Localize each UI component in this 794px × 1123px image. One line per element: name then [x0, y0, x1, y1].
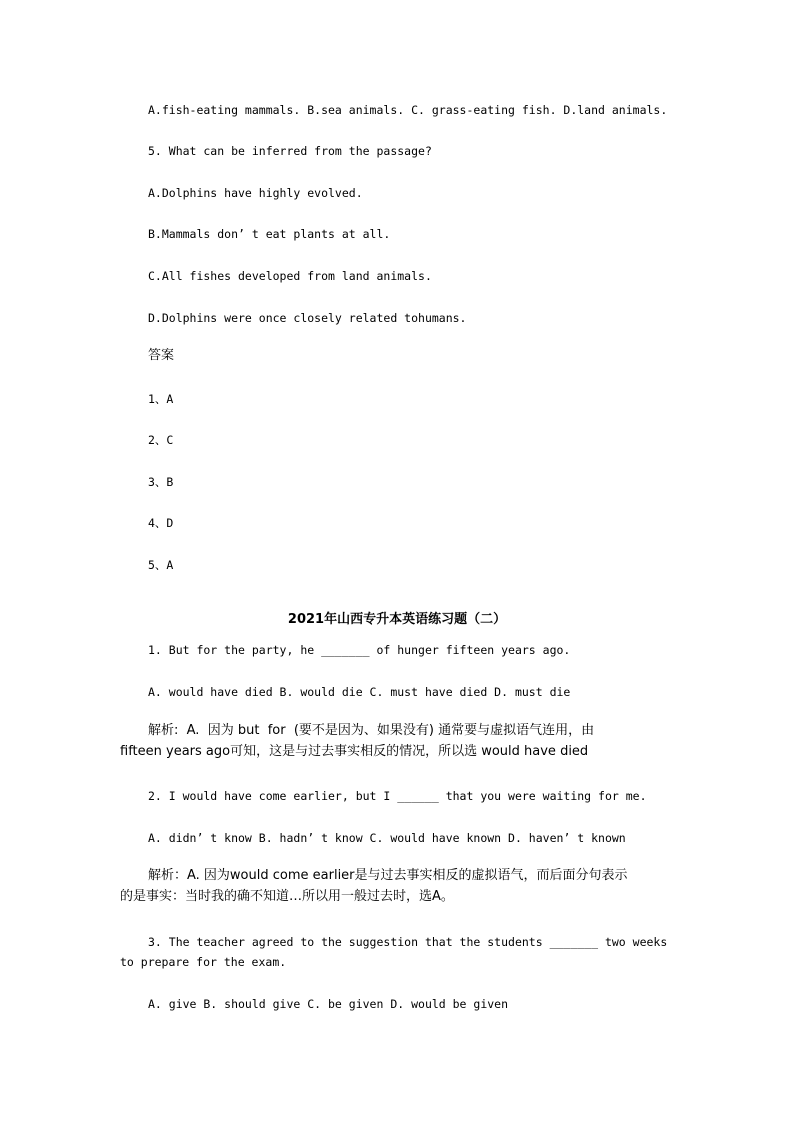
q4-options: A.fish-eating mammals. B.sea animals. C. grass-eating fish. D.land animals.	[148, 103, 668, 117]
q5-option-a: A.Dolphins have highly evolved.	[148, 186, 363, 200]
exercise-2-analysis-line1: 解析：A. 因为would come earlier是与过去事实相反的虚拟语气，而后面分句表示	[148, 868, 628, 883]
answer-item: 5、A	[148, 558, 174, 572]
q5-option-c: C.All fishes developed from land animals.	[148, 269, 432, 283]
answer-item: 1、A	[148, 392, 174, 406]
answer-item: 4、D	[148, 516, 174, 530]
exercise-1-analysis-line2: fifteen years ago可知，这是与过去事实相反的情况，所以选 would have died	[120, 744, 589, 759]
exercise-3-question-line2: to prepare for the exam.	[120, 955, 287, 969]
exercise-1-question: 1. But for the party, he _______ of hunger fifteen years ago.	[148, 643, 571, 657]
exercise-1-options: A. would have died B. would die C. must have died D. must die	[148, 685, 571, 699]
answer-item: 3、B	[148, 475, 174, 489]
exercise-3-options: A. give B. should give C. be given D. would be given	[148, 997, 509, 1011]
q5-option-b: B.Mammals don’ t eat plants at all.	[148, 227, 391, 241]
exercise-3-question-line1: 3. The teacher agreed to the suggestion that the students _______ two weeks	[148, 935, 668, 949]
exercise-2-analysis-line2: 的是事实：当时我的确不知道…所以用一般过去时，选A。	[120, 889, 454, 904]
exercise-2-options: A. didn’ t know B. hadn’ t know C. would have known D. haven’ t known	[148, 831, 626, 845]
answer-item: 2、C	[148, 433, 174, 447]
q5-option-d: D.Dolphins were once closely related tohumans.	[148, 311, 467, 325]
section-title: 2021年山西专升本英语练习题（二）	[287, 612, 507, 627]
exercise-1-analysis-line1: 解析: A. 因为 but for (要不是因为、如果没有) 通常要与虚拟语气连用，由	[148, 723, 595, 738]
exercise-2-question: 2. I would have come earlier, but I ______ that you were waiting for me.	[148, 789, 647, 803]
answers-heading: 答案	[148, 348, 175, 363]
q5-question: 5. What can be inferred from the passage?	[148, 144, 432, 158]
